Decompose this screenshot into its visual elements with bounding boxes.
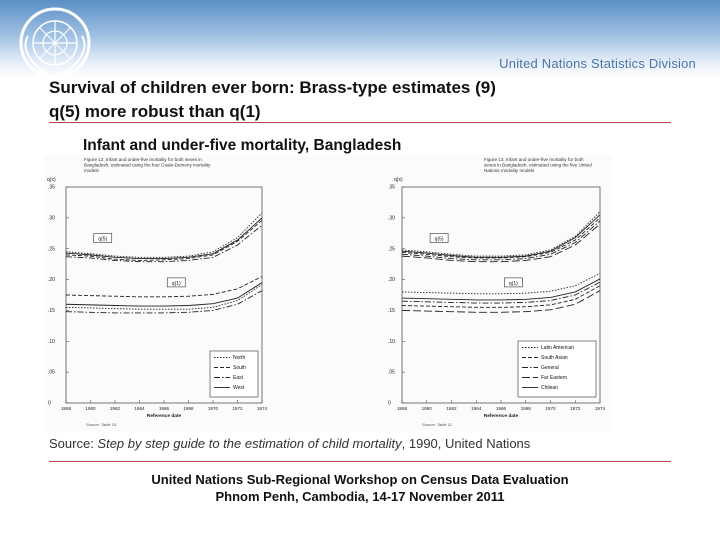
- series-line-q1: [66, 280, 262, 306]
- y-tick-label: .20: [388, 277, 395, 284]
- x-tick-label: 1972: [232, 406, 243, 411]
- x-tick-label: 1974: [594, 406, 606, 411]
- legend-entry: Far Eastern: [541, 375, 568, 381]
- chart-scan: [44, 155, 612, 431]
- figure-caption: [484, 157, 592, 173]
- y-tick-label: .25: [388, 246, 395, 253]
- y-tick-label: 0: [48, 400, 51, 407]
- division-name: United Nations Statistics Division: [499, 56, 696, 71]
- source-suffix: , 1990, United Nations: [401, 436, 531, 451]
- x-tick-label: 1968: [520, 406, 531, 411]
- y-tick-label: .05: [388, 369, 395, 376]
- x-tick-label: 1966: [495, 406, 507, 411]
- un-emblem-icon: [18, 6, 92, 80]
- title-line-2: q(5) more robust than q(1): [49, 102, 261, 121]
- legend-entry: East: [233, 375, 244, 381]
- figure-caption-line: models: [84, 168, 99, 173]
- series-line-q1: [402, 286, 600, 308]
- charts-svg: [44, 155, 612, 431]
- x-tick-label: 1966: [158, 406, 170, 411]
- series-line-q1: [66, 276, 262, 296]
- x-axis-label: Reference date: [146, 414, 182, 419]
- slide-title: [49, 76, 679, 124]
- y-tick-label: .30: [48, 215, 55, 222]
- source-note: [49, 436, 530, 451]
- x-tick-label: 1960: [85, 406, 96, 411]
- x-axis-label: Reference date: [483, 414, 519, 419]
- slide-subtitle: Infant and under-five mortality, Bangladesh: [83, 137, 402, 154]
- annotation-label: q(5): [98, 236, 108, 243]
- source-title: Step by step guide to the estimation of child mortality: [97, 436, 402, 451]
- chart-panel-1: [47, 157, 268, 427]
- y-tick-label: .15: [388, 308, 395, 315]
- y-tick-label: .30: [388, 215, 395, 222]
- x-tick-label: 1958: [396, 406, 408, 411]
- figure-caption-line: Bangladesh, estimated using the four Coale-Demeny mortality: [84, 162, 211, 168]
- x-tick-label: 1962: [446, 406, 457, 411]
- series-line-q1: [402, 279, 600, 300]
- series-line-q1: [402, 273, 600, 293]
- legend-entry: Latin American: [541, 345, 575, 351]
- y-tick-label: .10: [388, 338, 395, 345]
- series-line-q1: [66, 291, 262, 313]
- chart-panel-2: [388, 157, 606, 427]
- y-tick-label: .10: [48, 338, 55, 345]
- figure-caption-line: Nations mortality models: [484, 168, 535, 173]
- annotation-label: q(1): [508, 280, 518, 287]
- y-tick-label: .05: [48, 369, 55, 376]
- legend-entry: South: [233, 365, 247, 371]
- y-tick-label: .35: [48, 184, 55, 191]
- x-tick-label: 1962: [109, 406, 121, 411]
- figure-caption: [84, 157, 211, 173]
- y-tick-label: .20: [48, 277, 55, 284]
- y-tick-label: .15: [48, 308, 55, 315]
- y-axis-label: q(x): [394, 177, 403, 183]
- legend-entry: South Asian: [541, 355, 568, 361]
- y-tick-label: .35: [388, 184, 395, 191]
- footer-divider: [49, 461, 671, 462]
- x-tick-label: 1974: [256, 406, 268, 411]
- x-tick-label: 1968: [183, 406, 194, 411]
- legend-entry: North: [233, 355, 246, 361]
- figure-caption-line: Figure 12. Infant and under-five mortality for both sexes in: [84, 157, 202, 162]
- x-tick-label: 1964: [471, 406, 482, 411]
- footer-line-1: United Nations Sub-Regional Workshop on Census Data Evaluation: [151, 472, 569, 487]
- x-tick-label: 1958: [60, 406, 72, 411]
- figure-source-note: Source: Table 10.: [86, 422, 118, 427]
- source-prefix: Source:: [49, 436, 98, 451]
- x-tick-label: 1970: [207, 406, 219, 411]
- figure-caption-line: Figure 13. Infant and under-five mortality for both: [484, 157, 584, 162]
- y-axis-label: q(x): [47, 177, 56, 183]
- title-divider: [49, 122, 671, 123]
- legend-entry: General: [541, 365, 559, 371]
- series-line-q5: [66, 225, 262, 261]
- legend-entry: West: [233, 385, 245, 391]
- x-tick-label: 1964: [134, 406, 145, 411]
- annotation-label: q(1): [171, 280, 181, 287]
- x-tick-label: 1970: [545, 406, 556, 411]
- figure-caption-line: sexes in Bangladesh, estimated using the five United: [484, 162, 592, 168]
- annotation-label: q(5): [434, 236, 444, 243]
- x-tick-label: 1972: [570, 406, 581, 411]
- y-tick-label: 0: [388, 400, 391, 407]
- figure-source-note: Source: Table 11.: [422, 422, 453, 427]
- x-tick-label: 1960: [421, 406, 432, 411]
- footer-line-2: Phnom Penh, Cambodia, 14-17 November 2011: [215, 489, 505, 504]
- legend-entry: Chilean: [541, 385, 558, 391]
- title-line-1: Survival of children ever born: Brass-type estimates (9): [49, 78, 496, 97]
- y-tick-label: .25: [48, 246, 55, 253]
